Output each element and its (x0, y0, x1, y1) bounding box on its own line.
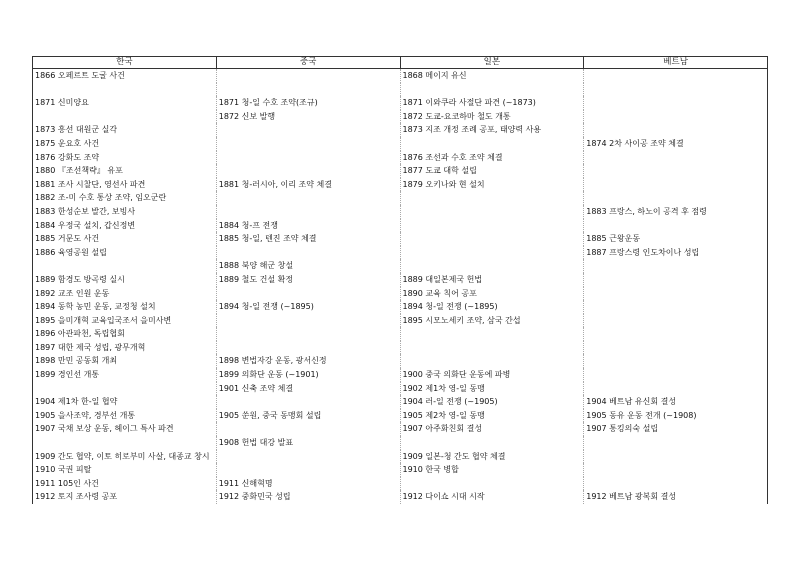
cell-vietnam (584, 178, 768, 192)
cell-vietnam (584, 287, 768, 301)
cell-china (216, 422, 400, 436)
cell-japan: 1905 제2차 영-일 동맹 (400, 409, 584, 423)
table-row (33, 273, 768, 287)
cell-vietnam (584, 341, 768, 355)
table-row (33, 178, 768, 192)
cell-korea: 1912 토지 조사령 공포 (33, 490, 217, 504)
cell-korea: 1883 한성순보 발간, 보빙사 (33, 205, 217, 219)
cell-korea: 1892 교조 인원 운동 (33, 287, 217, 301)
cell-china: 1894 청-일 전쟁 (~1895) (216, 300, 400, 314)
table-row (33, 69, 768, 83)
cell-china (216, 123, 400, 137)
cell-japan: 1877 도쿄 대학 설립 (400, 164, 584, 178)
cell-japan: 1900 중국 의화단 운동에 파병 (400, 368, 584, 382)
cell-japan (400, 341, 584, 355)
cell-china: 1871 청-일 수호 조약(조규) (216, 96, 400, 110)
cell-korea: 1909 간도 협약, 이토 히로부미 사살, 대종교 창시 (33, 450, 217, 464)
cell-korea: 1910 국권 피탈 (33, 463, 217, 477)
cell-korea: 1875 운요호 사건 (33, 137, 217, 151)
cell-vietnam (584, 314, 768, 328)
cell-china: 1898 변법자강 운동, 광서신정 (216, 354, 400, 368)
cell-vietnam (584, 382, 768, 396)
cell-china (216, 205, 400, 219)
table-row (33, 96, 768, 110)
cell-korea (33, 382, 217, 396)
cell-korea: 1907 국채 보상 운동, 헤이그 특사 파견 (33, 422, 217, 436)
cell-china: 1912 중화민국 성립 (216, 490, 400, 504)
cell-korea: 1882 조-미 수호 통상 조약, 임오군란 (33, 191, 217, 205)
cell-japan: 1871 이와쿠라 사절단 파견 (~1873) (400, 96, 584, 110)
table-row (33, 341, 768, 355)
table-row (33, 354, 768, 368)
table-row (33, 477, 768, 491)
cell-vietnam (584, 354, 768, 368)
cell-japan: 1873 지조 개정 조례 공포, 태양력 사용 (400, 123, 584, 137)
cell-vietnam: 1874 2차 사이공 조약 체결 (584, 137, 768, 151)
cell-vietnam: 1885 근왕운동 (584, 232, 768, 246)
cell-korea: 1911 105인 사건 (33, 477, 217, 491)
cell-korea: 1898 만민 공동회 개최 (33, 354, 217, 368)
cell-china: 1885 청-일, 텐진 조약 체결 (216, 232, 400, 246)
cell-japan (400, 205, 584, 219)
cell-japan (400, 246, 584, 260)
cell-china (216, 341, 400, 355)
cell-japan (400, 436, 584, 450)
cell-china: 1911 신해혁명 (216, 477, 400, 491)
table-row (33, 409, 768, 423)
cell-china: 1888 북양 해군 창설 (216, 259, 400, 273)
cell-china: 1901 신축 조약 체결 (216, 382, 400, 396)
cell-vietnam: 1904 베트남 유신회 결성 (584, 395, 768, 409)
cell-vietnam (584, 219, 768, 233)
table-row (33, 232, 768, 246)
cell-korea: 1905 을사조약, 경부선 개통 (33, 409, 217, 423)
cell-korea: 1895 을미개혁 교육입국조서 을미사변 (33, 314, 217, 328)
column-header-korea: 한국 (33, 57, 217, 69)
cell-japan: 1889 대일본제국 헌법 (400, 273, 584, 287)
table-row (33, 205, 768, 219)
cell-japan: 1904 러-일 전쟁 (~1905) (400, 395, 584, 409)
column-header-china: 중국 (216, 57, 400, 69)
cell-japan: 1876 조선과 수호 조약 체결 (400, 151, 584, 165)
cell-korea: 1866 오페르트 도굴 사건 (33, 69, 217, 83)
cell-japan: 1868 메이지 유신 (400, 69, 584, 83)
table-row (33, 246, 768, 260)
cell-japan (400, 83, 584, 97)
cell-vietnam (584, 477, 768, 491)
cell-vietnam (584, 96, 768, 110)
cell-japan: 1910 한국 병합 (400, 463, 584, 477)
cell-china (216, 191, 400, 205)
cell-vietnam (584, 110, 768, 124)
cell-japan: 1909 일본-청 간도 협약 체결 (400, 450, 584, 464)
cell-vietnam (584, 463, 768, 477)
cell-china (216, 137, 400, 151)
cell-china (216, 69, 400, 83)
cell-japan (400, 137, 584, 151)
table-row (33, 259, 768, 273)
cell-japan (400, 354, 584, 368)
cell-japan: 1895 시모노세키 조약, 삼국 간섭 (400, 314, 584, 328)
cell-korea: 1873 흥선 대원군 실각 (33, 123, 217, 137)
cell-korea: 1894 동학 농민 운동, 교정청 설치 (33, 300, 217, 314)
cell-japan (400, 219, 584, 233)
cell-china (216, 450, 400, 464)
cell-korea: 1899 경인선 개통 (33, 368, 217, 382)
cell-vietnam (584, 83, 768, 97)
table-row (33, 327, 768, 341)
cell-vietnam: 1907 통킹의숙 설립 (584, 422, 768, 436)
column-header-japan: 일본 (400, 57, 584, 69)
cell-korea: 1871 신미양요 (33, 96, 217, 110)
cell-vietnam (584, 191, 768, 205)
cell-japan: 1912 다이쇼 시대 시작 (400, 490, 584, 504)
cell-china: 1905 쑨원, 중국 동맹회 설립 (216, 409, 400, 423)
table-row (33, 395, 768, 409)
table-row (33, 164, 768, 178)
table-row (33, 422, 768, 436)
cell-vietnam: 1883 프랑스, 하노이 공격 후 점령 (584, 205, 768, 219)
cell-vietnam (584, 273, 768, 287)
table-row (33, 110, 768, 124)
cell-china: 1908 헌법 대강 발표 (216, 436, 400, 450)
cell-vietnam: 1912 베트남 광복회 결성 (584, 490, 768, 504)
cell-vietnam: 1905 동유 운동 전개 (~1908) (584, 409, 768, 423)
cell-vietnam (584, 259, 768, 273)
table-row (33, 151, 768, 165)
cell-china: 1889 철도 건설 확정 (216, 273, 400, 287)
cell-vietnam (584, 300, 768, 314)
cell-vietnam (584, 368, 768, 382)
table-row (33, 287, 768, 301)
cell-vietnam (584, 69, 768, 83)
cell-korea: 1886 육영공원 설립 (33, 246, 217, 260)
cell-korea: 1897 대한 제국 성립, 광무개혁 (33, 341, 217, 355)
cell-vietnam: 1887 프랑스령 인도차이나 성립 (584, 246, 768, 260)
cell-japan: 1872 도쿄-요코하마 철도 개통 (400, 110, 584, 124)
cell-vietnam (584, 327, 768, 341)
cell-china (216, 287, 400, 301)
table-row (33, 191, 768, 205)
cell-vietnam (584, 450, 768, 464)
cell-japan: 1879 오키나와 현 설치 (400, 178, 584, 192)
cell-korea: 1889 함경도 방곡령 실시 (33, 273, 217, 287)
cell-korea: 1896 아관파천, 독립협회 (33, 327, 217, 341)
cell-vietnam (584, 436, 768, 450)
table-row (33, 490, 768, 504)
cell-korea: 1876 강화도 조약 (33, 151, 217, 165)
cell-japan (400, 259, 584, 273)
table-row (33, 314, 768, 328)
cell-japan (400, 232, 584, 246)
cell-korea: 1884 우정국 설치, 갑신정변 (33, 219, 217, 233)
table-row (33, 137, 768, 151)
cell-korea (33, 436, 217, 450)
cell-korea: 1904 제1차 한-일 협약 (33, 395, 217, 409)
cell-korea: 1880 『조선책략』 유포 (33, 164, 217, 178)
cell-china: 1881 청-러시아, 이리 조약 체결 (216, 178, 400, 192)
cell-china (216, 463, 400, 477)
cell-korea (33, 83, 217, 97)
table-row (33, 436, 768, 450)
table-row (33, 300, 768, 314)
table-row (33, 83, 768, 97)
cell-korea (33, 110, 217, 124)
cell-japan: 1907 아주화친회 결성 (400, 422, 584, 436)
column-header-vietnam: 베트남 (584, 57, 768, 69)
cell-china (216, 164, 400, 178)
cell-japan: 1894 청-일 전쟁 (~1895) (400, 300, 584, 314)
cell-china (216, 327, 400, 341)
cell-china: 1899 의화단 운동 (~1901) (216, 368, 400, 382)
cell-japan: 1902 제1차 영-일 동맹 (400, 382, 584, 396)
cell-vietnam (584, 164, 768, 178)
cell-vietnam (584, 123, 768, 137)
cell-china (216, 314, 400, 328)
cell-china (216, 83, 400, 97)
table-row (33, 219, 768, 233)
table-row (33, 123, 768, 137)
table-header-row (33, 57, 768, 69)
cell-japan (400, 191, 584, 205)
cell-vietnam (584, 151, 768, 165)
cell-korea: 1885 거문도 사건 (33, 232, 217, 246)
cell-china (216, 151, 400, 165)
cell-china: 1872 신보 발행 (216, 110, 400, 124)
cell-japan (400, 477, 584, 491)
cell-korea (33, 259, 217, 273)
cell-china: 1884 청-프 전쟁 (216, 219, 400, 233)
cell-korea: 1881 조사 시찰단, 영선사 파견 (33, 178, 217, 192)
table-row (33, 382, 768, 396)
cell-china (216, 395, 400, 409)
table-row (33, 450, 768, 464)
table-row (33, 463, 768, 477)
cell-japan: 1890 교육 칙어 공포 (400, 287, 584, 301)
cell-japan (400, 327, 584, 341)
chronology-table (32, 56, 768, 504)
table-row (33, 368, 768, 382)
cell-china (216, 246, 400, 260)
